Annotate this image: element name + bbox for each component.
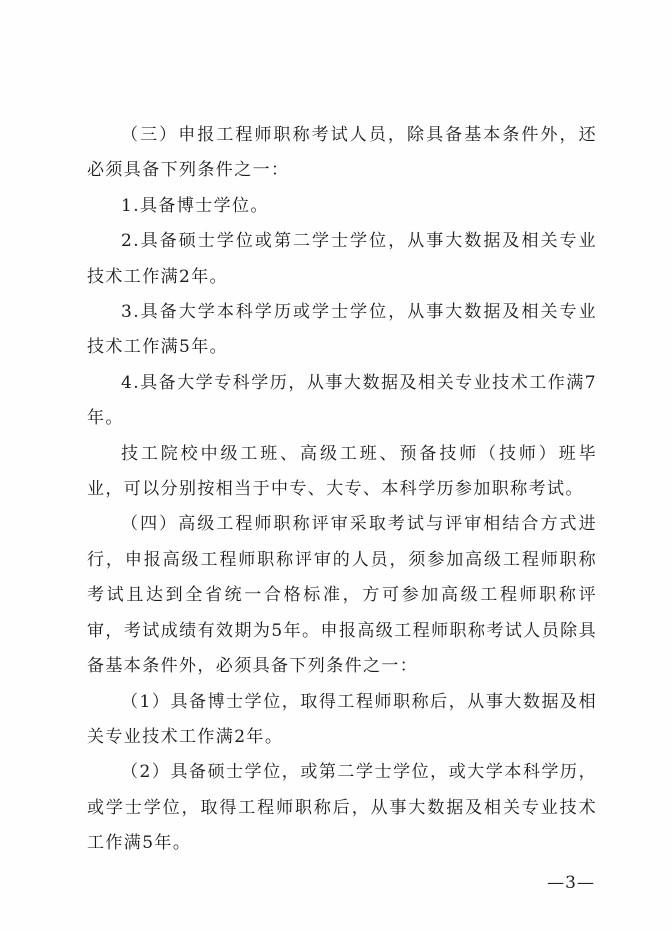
document-body bbox=[87, 118, 597, 862]
paragraph-condition-3: 3.具备大学本科学历或学士学位，从事大数据及相关专业技术工作满5年。 bbox=[87, 302, 597, 358]
page-number: —3— bbox=[547, 873, 595, 893]
paragraph-senior-condition-1: （1）具备博士学位，取得工程师职称后，从事大数据及相关专业技术工作满2年。 bbox=[87, 691, 597, 747]
paragraph-condition-2: 2.具备硕士学位或第二学士学位，从事大数据及相关专业技术工作满2年。 bbox=[87, 231, 597, 287]
paragraph-technical-school: 技工院校中级工班、高级工班、预备技师（技师）班毕业，可以分别按相当于中专、大专、本科学历参加职称考试。 bbox=[87, 443, 597, 500]
paragraph-senior-condition-2: （2）具备硕士学位，或第二学士学位，或大学本科学历，或学士学位，取得工程师职称后，从事大数据及相关专业技术工作满5年。 bbox=[87, 762, 597, 854]
paragraph-condition-1: 1.具备博士学位。 bbox=[121, 195, 269, 216]
paragraph-section-4-intro: （四）高级工程师职称评审采取考试与评审相结合方式进行，申报高级工程师职称评审的人员，须参加高级工程师职称考试且达到全省统一合格标准，方可参加高级工程师职称评审，考试成绩有效期为5年。申报高级工程师职称考试人员除具备基本条件外，必须具备下列条件之一： bbox=[87, 514, 597, 677]
paragraph-condition-4: 4.具备大学专科学历，从事大数据及相关专业技术工作满7年。 bbox=[87, 372, 597, 429]
paragraph-section-3-intro: （三）申报工程师职称考试人员，除具备基本条件外，还必须具备下列条件之一： bbox=[87, 125, 597, 181]
